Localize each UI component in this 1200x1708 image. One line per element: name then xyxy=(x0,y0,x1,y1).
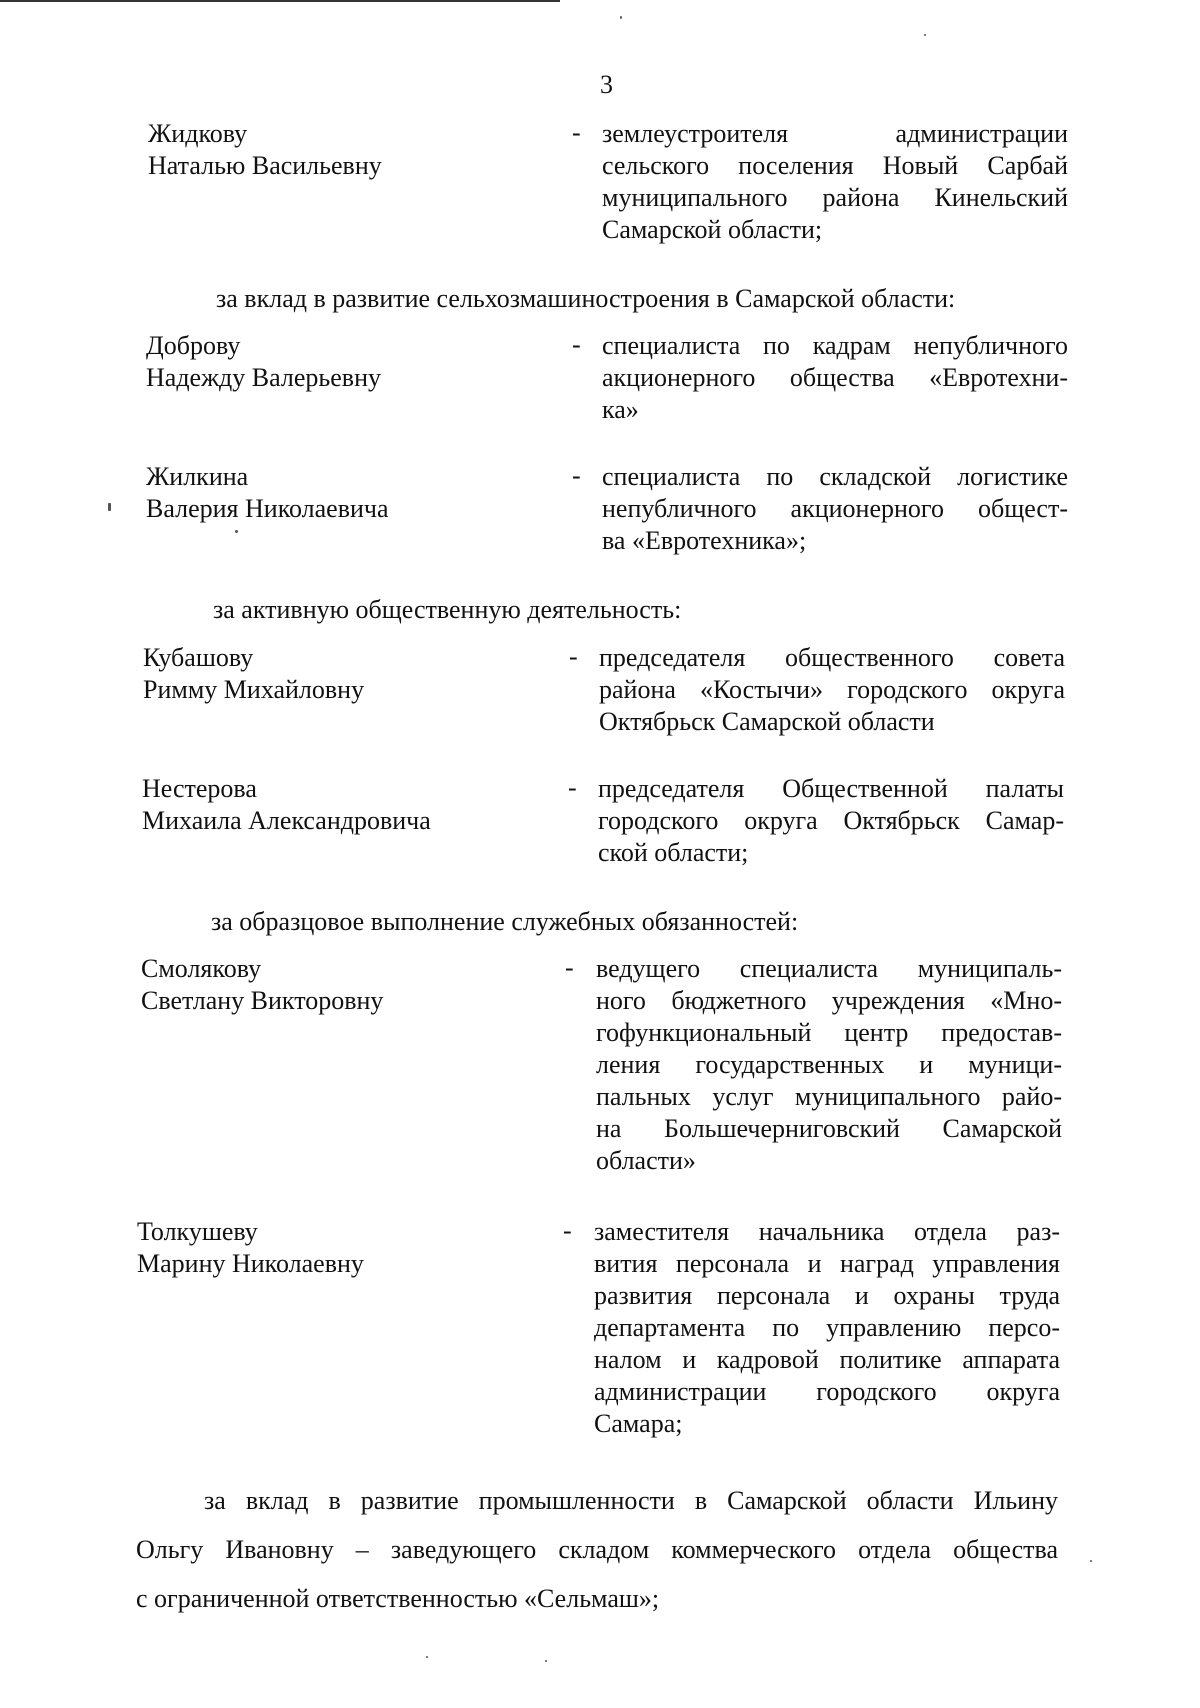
paragraph-line: Ольгу Ивановну – заведующего складом коммерческого отдела общества xyxy=(136,1535,1058,1564)
description-line: землеустроителя администрации xyxy=(602,119,1068,148)
entry-dash: - xyxy=(563,1216,572,1245)
entry-description xyxy=(602,118,1068,246)
description-line: непубличного акционерного общест- xyxy=(602,494,1068,523)
scan-speck xyxy=(1090,1560,1092,1562)
person-surname: Жидкову xyxy=(148,119,248,148)
entry-description xyxy=(598,773,1064,869)
person-given-names: Римму Михайловну xyxy=(143,675,365,704)
description-line: налом и кадровой политике аппарата xyxy=(594,1345,1060,1374)
paragraph-line: за вклад в развитие промышленности в Самарской области Ильину xyxy=(204,1486,1058,1515)
description-line: председателя общественного совета xyxy=(599,643,1065,672)
description-line: района «Костычи» городского округа xyxy=(599,675,1065,704)
entry-description xyxy=(599,642,1065,738)
person-name xyxy=(143,642,364,706)
person-given-names: Наталью Васильевну xyxy=(148,151,382,180)
top-edge-line xyxy=(0,0,560,2)
description-line: заместителя начальника отдела раз- xyxy=(594,1217,1060,1246)
description-line: специалиста по кадрам непубличного xyxy=(602,331,1068,360)
entry-dash: - xyxy=(568,773,577,802)
entry-dash: - xyxy=(572,118,581,147)
scan-speck xyxy=(620,16,622,19)
description-line: ва «Евротехника»; xyxy=(602,526,807,555)
description-line: развития персонала и охраны труда xyxy=(594,1281,1060,1310)
closing-paragraph xyxy=(136,1476,1058,1623)
scan-speck xyxy=(924,34,926,36)
person-name xyxy=(137,1216,364,1280)
person-surname: Толкушеву xyxy=(137,1217,258,1246)
description-line: департамента по управлению персо- xyxy=(594,1313,1060,1342)
description-line: Самара; xyxy=(594,1409,683,1438)
person-name xyxy=(141,953,383,1017)
description-line: Самарской области; xyxy=(602,215,823,244)
scan-speck xyxy=(108,503,111,511)
person-given-names: Марину Николаевну xyxy=(137,1249,364,1278)
person-surname: Смолякову xyxy=(141,954,262,983)
person-name xyxy=(146,330,381,394)
person-surname: Нестерова xyxy=(142,774,257,803)
scan-speck xyxy=(426,1656,428,1658)
entry-description xyxy=(596,953,1062,1177)
page-number: 3 xyxy=(600,70,613,99)
description-line: ка» xyxy=(602,395,639,424)
description-line: ской области; xyxy=(598,838,749,867)
person-surname: Жилкина xyxy=(146,462,249,491)
entry-description xyxy=(594,1216,1060,1440)
person-given-names: Надежду Валерьевну xyxy=(146,363,381,392)
description-line: Октябрьск Самарской области xyxy=(599,707,935,736)
paragraph-line: с ограниченной ответственностью «Сельмаш»; xyxy=(136,1584,660,1613)
description-line: городского округа Октябрьск Самар- xyxy=(598,806,1064,835)
description-line: председателя Общественной палаты xyxy=(598,774,1064,803)
section-heading: за активную общественную деятельность: xyxy=(213,595,682,624)
description-line: вития персонала и наград управления xyxy=(594,1249,1060,1278)
person-surname: Кубашову xyxy=(143,643,254,672)
description-line: ведущего специалиста муниципаль- xyxy=(596,954,1062,983)
person-surname: Доброву xyxy=(146,331,241,360)
person-given-names: Светлану Викторовну xyxy=(141,986,384,1015)
description-line: на Большечерниговский Самарской xyxy=(596,1114,1062,1143)
person-name xyxy=(142,773,431,837)
description-line: области» xyxy=(596,1146,696,1175)
description-line: ного бюджетного учреждения «Мно- xyxy=(596,986,1062,1015)
description-line: администрации городского округа xyxy=(594,1377,1060,1406)
entry-description xyxy=(602,461,1068,557)
entry-dash: - xyxy=(565,953,574,982)
scan-speck xyxy=(235,530,238,533)
description-line: пальных услуг муниципального райо- xyxy=(596,1082,1062,1111)
description-line: ления государственных и муници- xyxy=(596,1050,1062,1079)
description-line: специалиста по складской логистике xyxy=(602,462,1068,491)
person-name xyxy=(148,118,382,182)
person-name xyxy=(146,461,389,525)
entry-dash: - xyxy=(572,461,581,490)
person-given-names: Михаила Александровича xyxy=(142,806,431,835)
person-given-names: Валерия Николаевича xyxy=(146,494,389,523)
entry-description xyxy=(602,330,1068,426)
entry-dash: - xyxy=(572,330,581,359)
description-line: муниципального района Кинельский xyxy=(602,183,1068,212)
description-line: сельского поселения Новый Сарбай xyxy=(602,151,1068,180)
description-line: гофункциональный центр предостав- xyxy=(596,1018,1062,1047)
entry-dash: - xyxy=(569,642,578,671)
description-line: акционерного общества «Евротехни- xyxy=(602,363,1068,392)
section-heading: за образцовое выполнение служебных обязанностей: xyxy=(211,907,799,936)
section-heading: за вклад в развитие сельхозмашиностроения в Самарской области: xyxy=(216,284,956,313)
scan-speck xyxy=(545,1660,547,1662)
